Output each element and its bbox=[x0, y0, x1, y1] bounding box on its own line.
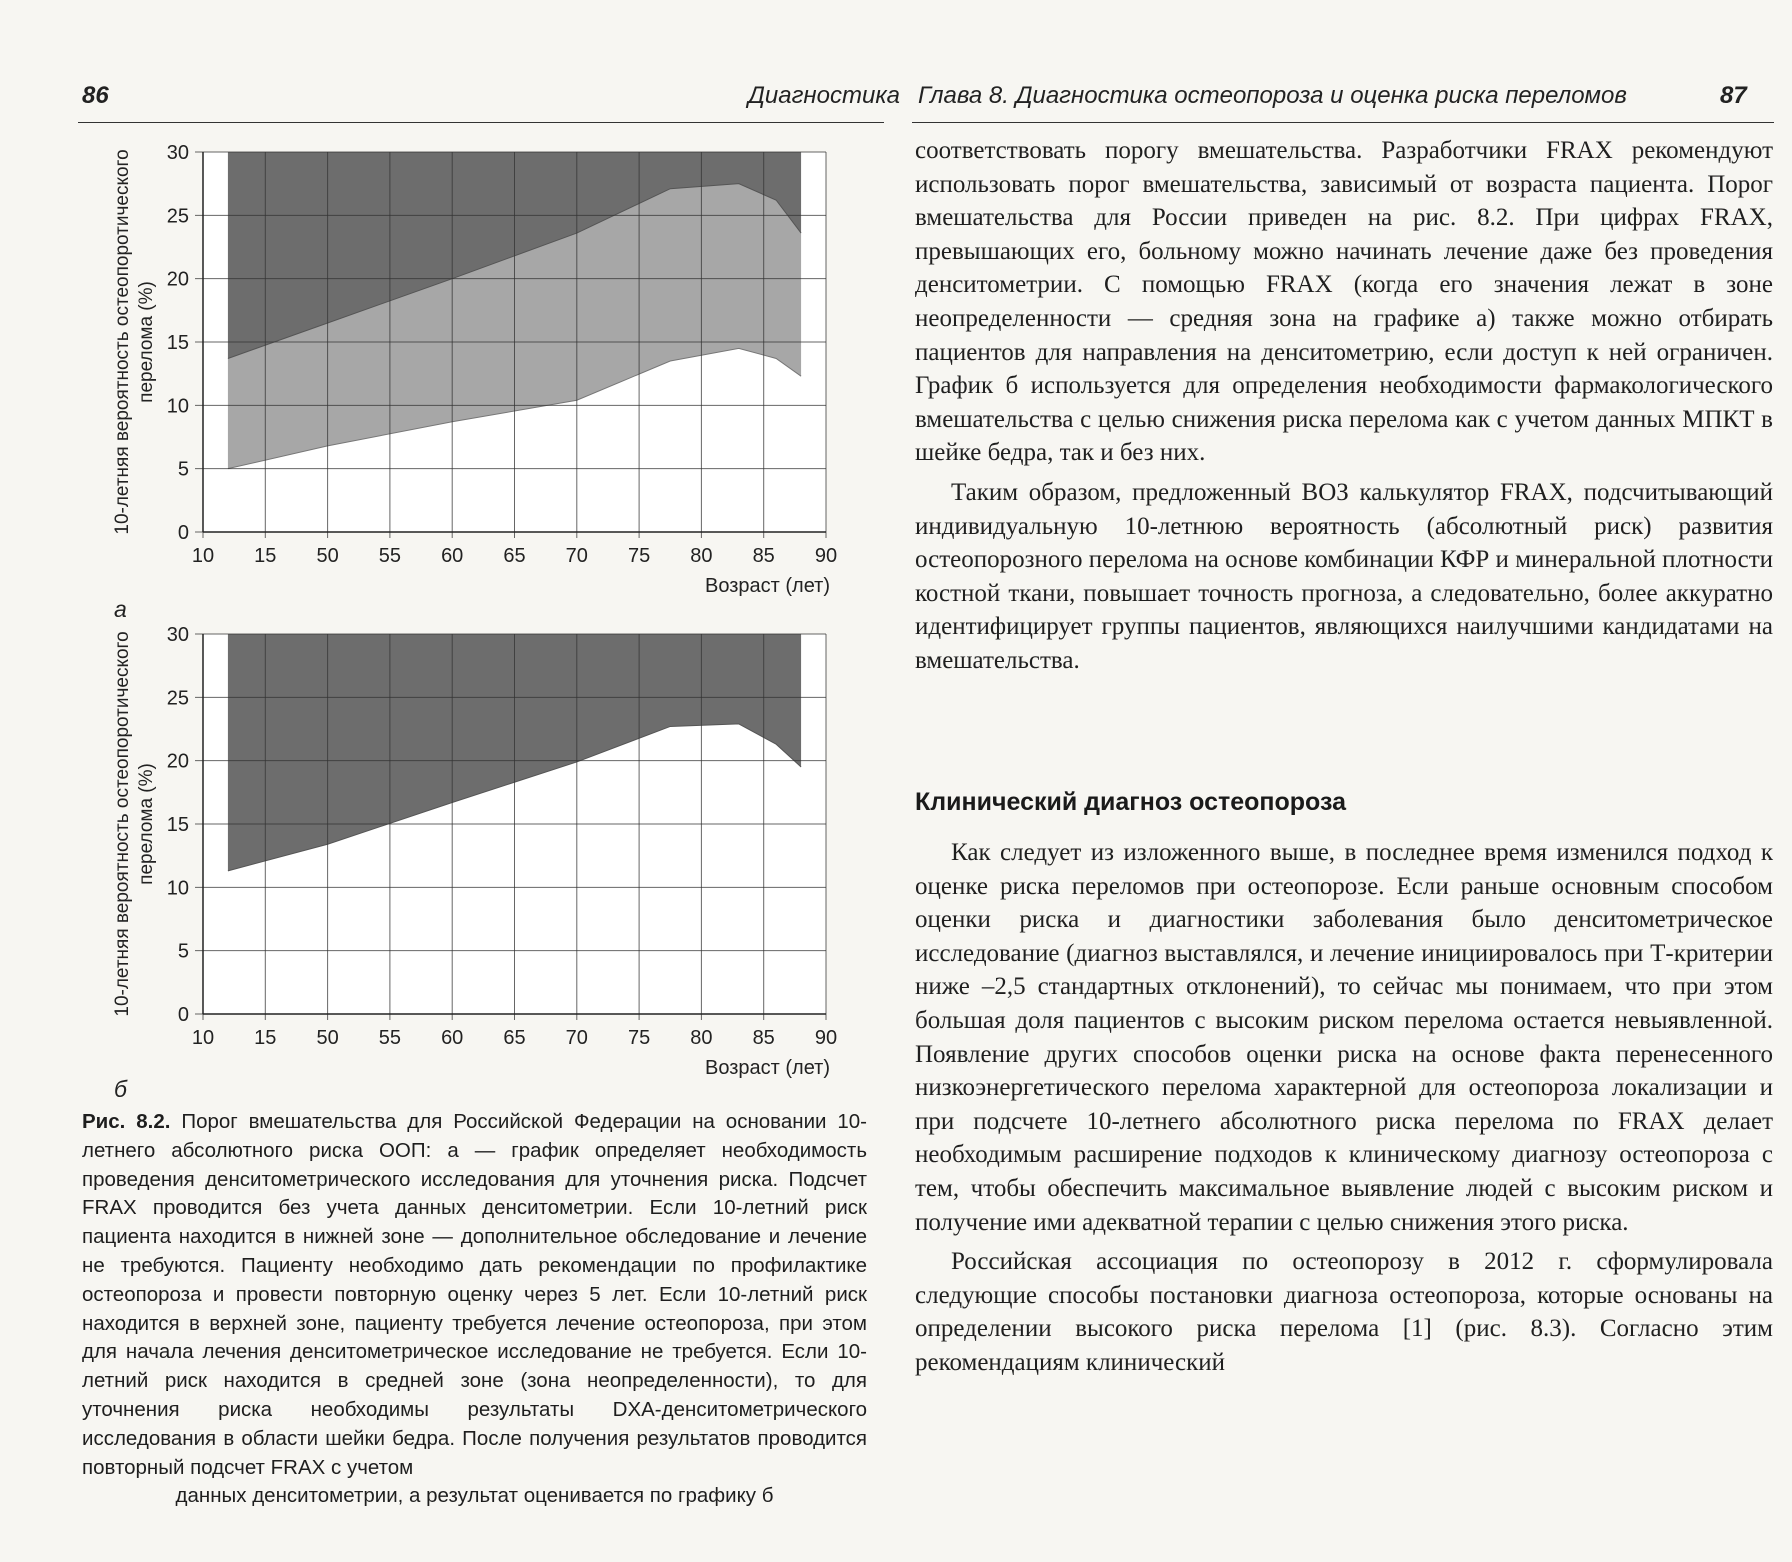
panel-label-a: а bbox=[114, 596, 127, 622]
x-tick-label: 10 bbox=[191, 545, 215, 567]
x-axis-label: Возраст (лет) bbox=[705, 1057, 830, 1079]
x-tick-label: 10 bbox=[191, 1027, 215, 1049]
x-tick-label: 75 bbox=[627, 1027, 651, 1049]
x-tick-label: 80 bbox=[690, 1027, 713, 1049]
page-number-left: 86 bbox=[82, 82, 109, 109]
x-tick-label: 50 bbox=[316, 545, 339, 567]
caption-label: Рис. 8.2. bbox=[82, 1110, 171, 1133]
x-tick-label: 75 bbox=[627, 545, 651, 567]
paragraph-3: Как следует из изложенного выше, в последнее время изменился подход к оценке риска переломов при остеопорозе. Если раньше основным способом оценки риска и диагностики заболевания было денситометрическое исследование (диагноз выставлялся, и лечение инициировалось при Т-критерии ниже –2,5 стандартных отклонений), то сейчас мы понимаем, что при этом большая доля пациентов с высоким риском перелома остается невыявленной. Появление других способов оценки риска на основе факта перенесенного низкоэнергетического перелома характерной для остеопороза локализации и при подсчете 10-летнего абсолютного риска перелома по FRAX делает необходимым расширение подходов к клиническому диагнозу остеопороза с тем, чтобы обеспечить максимальное выявление людей с высоким риском и получение ими адекватной терапии с целью снижения этого риска. bbox=[915, 839, 1773, 1236]
x-tick-label: 90 bbox=[814, 1027, 838, 1049]
x-tick-label: 60 bbox=[441, 545, 464, 567]
x-tick-label: 15 bbox=[254, 1027, 277, 1049]
x-tick-label: 60 bbox=[441, 1027, 464, 1049]
figure-caption bbox=[82, 1108, 867, 1511]
header-rule-right bbox=[912, 122, 1774, 123]
x-tick-label: 65 bbox=[503, 1027, 526, 1049]
y-axis-label-line2: перелома (%) bbox=[136, 281, 157, 403]
x-tick-label: 55 bbox=[378, 1027, 402, 1049]
right-page bbox=[890, 0, 1792, 1562]
y-tick-label: 25 bbox=[166, 687, 189, 710]
body-block-top bbox=[915, 134, 1773, 678]
x-tick-label: 55 bbox=[378, 545, 402, 567]
x-tick-label: 15 bbox=[254, 545, 277, 567]
y-tick-label: 10 bbox=[166, 877, 189, 900]
y-tick-label: 15 bbox=[166, 814, 189, 836]
section-heading: Клинический диагноз остеопороза bbox=[915, 788, 1346, 816]
y-axis-label-line1: 10-летняя вероятность остеопоротического bbox=[112, 149, 133, 535]
header-rule-left bbox=[78, 122, 884, 123]
chart-b bbox=[100, 610, 880, 1090]
y-tick-label: 25 bbox=[166, 205, 189, 228]
x-tick-label: 70 bbox=[565, 1027, 588, 1049]
paragraph-4: Российская ассоциация по остеопорозу в 2012 г. сформулировала следующие способы постановки диагноза остеопороза, которые основаны на определении высокого риска перелома [1] (рис. 8.3). Согласно этим рекомендациям клинический bbox=[915, 1248, 1773, 1376]
caption-text: Порог вмешательства для Российской Федерации на основании 10-летнего абсолютного риска ООП: а — график определяет необходимость проведения денситометрического исследования для уточнения риска. Подсчет FRAX проводится без учета данных денситометрии. Если 10-летний риск пациента находится в нижней зоне — дополнительное обследование и лечение не требуются. Пациенту необходимо дать рекомендации по профилактике остеопороза и провести повторную оценку через 5 лет. Если 10-летний риск находится в верхней зоне, пациенту требуется лечение остеопороза, при этом для начала лечения денситометрическое исследование не требуется. Если 10-летний риск находится в средней зоне (зона неопределенности), то для уточнения риска необходимы результаты DXA-денситометрического исследования в области шейки бедра. После получения результатов проводится повторный подсчет FRAX с учетом bbox=[82, 1110, 867, 1479]
y-tick-label: 10 bbox=[166, 395, 189, 418]
caption-last-line: данных денситометрии, а результат оценивается по графику б bbox=[175, 1484, 774, 1508]
x-tick-label: 70 bbox=[565, 545, 588, 567]
y-axis-label-line2: перелома (%) bbox=[136, 763, 157, 885]
y-tick-label: 20 bbox=[166, 750, 189, 773]
y-tick-label: 15 bbox=[166, 332, 189, 354]
paragraph-1: соответствовать порогу вмешательства. Разработчики FRAX рекомендуют использовать порог вмешательства, зависимый от возраста пациента. Порог вмешательства для России приведен на рис. 8.2. При цифрах FRAX, превышающих его, больному можно начинать лечение даже без проведения денситометрии. С помощью FRAX (когда его значения лежат в зоне неопределенности — средняя зона на графике а) также можно отбирать пациентов для направления на денситометрию, если доступ к ней ограничен. График б используется для определения необходимости фармакологического вмешательства с целью снижения риска перелома как с учетом данных МПКТ в шейке бедра, так и без них. bbox=[915, 137, 1773, 467]
x-tick-label: 50 bbox=[316, 1027, 339, 1049]
y-tick-label: 5 bbox=[177, 940, 189, 963]
running-head-right: Глава 8. Диагностика остеопороза и оценка риска переломов bbox=[918, 82, 1627, 109]
body-block-bottom bbox=[915, 836, 1773, 1380]
x-tick-label: 85 bbox=[752, 545, 775, 567]
x-tick-label: 90 bbox=[814, 545, 838, 567]
paragraph-2: Таким образом, предложенный ВОЗ калькулятор FRAX, подсчитывающий индивидуальную 10-летнюю вероятность (абсолютный риск) развития остеопорозного перелома на основе комбинации КФР и минеральной плотности костной ткани, повышает точность прогноза, а следовательно, более аккуратно идентифицирует группы пациентов, являющихся наилучшими кандидатами на вмешательства. bbox=[915, 478, 1773, 674]
x-axis-label: Возраст (лет) bbox=[705, 575, 830, 597]
chart-a bbox=[100, 128, 880, 608]
x-tick-label: 65 bbox=[503, 545, 526, 567]
y-axis-label-line1: 10-летняя вероятность остеопоротического bbox=[112, 631, 133, 1017]
panel-label-b: б bbox=[114, 1076, 127, 1102]
x-tick-label: 85 bbox=[752, 1027, 775, 1049]
y-tick-label: 5 bbox=[177, 458, 189, 481]
page-number-right: 87 bbox=[1720, 82, 1747, 109]
y-tick-label: 0 bbox=[177, 1004, 189, 1026]
running-head-left: Диагностика bbox=[748, 82, 901, 109]
y-tick-label: 30 bbox=[166, 624, 189, 646]
x-tick-label: 80 bbox=[690, 545, 713, 567]
y-tick-label: 0 bbox=[177, 522, 189, 544]
y-tick-label: 20 bbox=[166, 268, 189, 291]
y-tick-label: 30 bbox=[166, 142, 189, 164]
